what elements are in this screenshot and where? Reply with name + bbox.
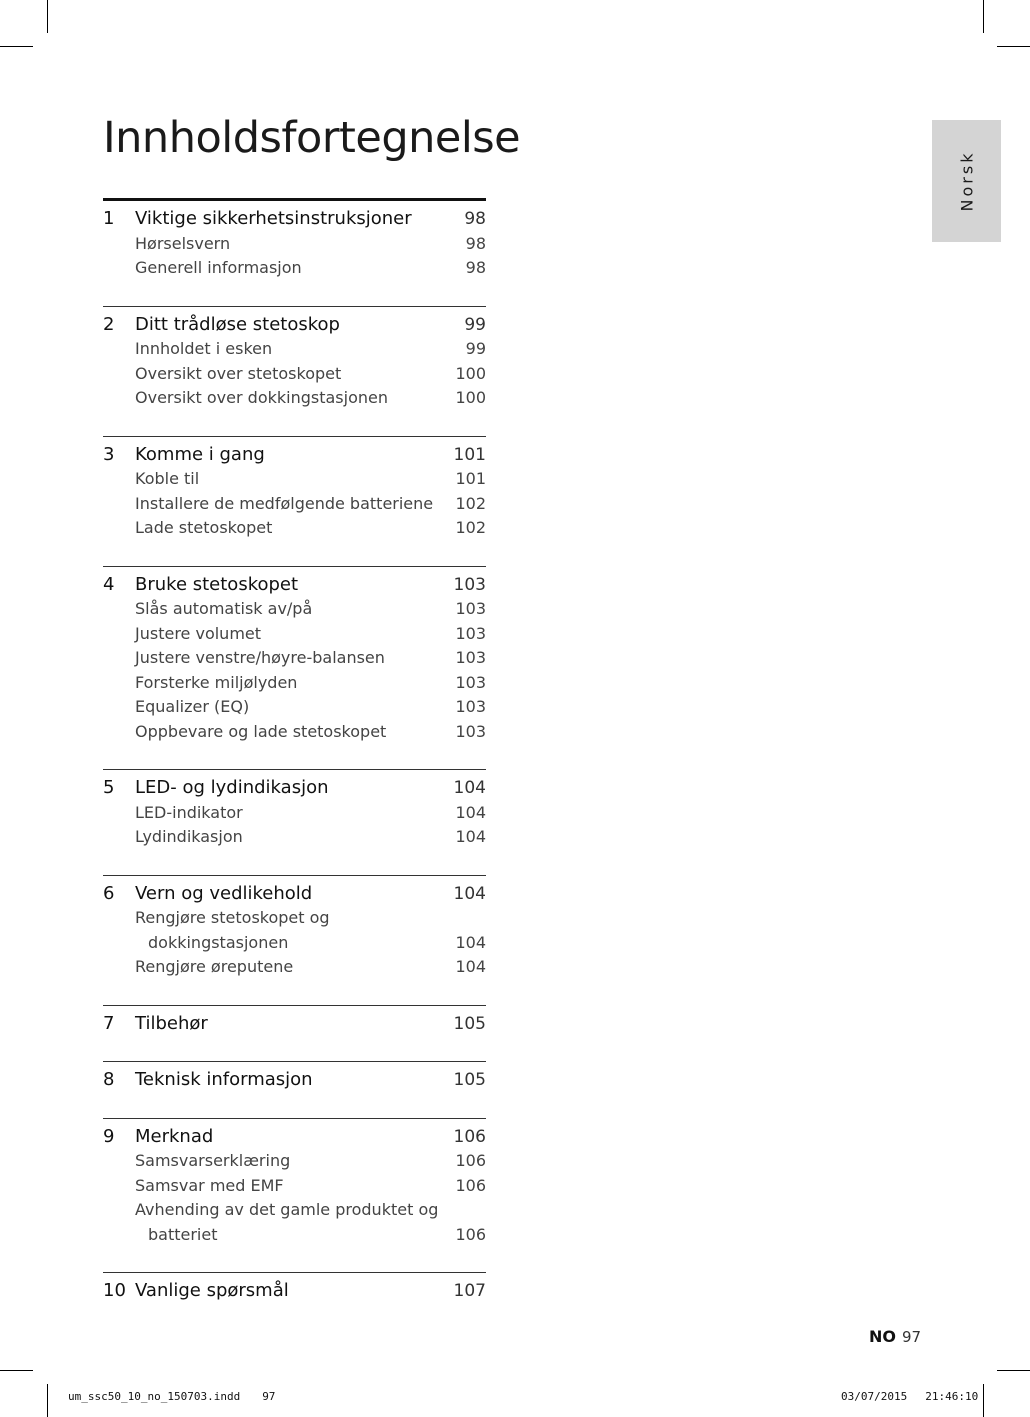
toc-chapter-title: Merknad xyxy=(135,1125,214,1147)
crop-mark xyxy=(997,1370,1030,1371)
toc-entry-page: 98 xyxy=(465,233,486,253)
toc-entry-title: Justere venstre/høyre-balansen xyxy=(135,648,385,667)
toc-entry-page: 106 xyxy=(455,1224,486,1244)
crop-mark xyxy=(0,1370,33,1371)
toc-entry-title: Samsvar med EMF xyxy=(135,1175,284,1195)
toc-chapter-page: 107 xyxy=(453,1281,486,1301)
toc-section xyxy=(103,1061,486,1118)
toc-chapter-title: Teknisk informasjon xyxy=(135,1069,313,1090)
toc-entry-page: 98 xyxy=(465,258,486,277)
toc-chapter-row[interactable] xyxy=(103,1012,486,1037)
toc-entry-title: Samsvarserklæring xyxy=(135,1151,291,1170)
crop-mark xyxy=(47,0,48,33)
toc-section xyxy=(103,436,486,566)
toc-chapter-number: 10 xyxy=(103,1280,126,1301)
toc-chapter-title: LED- og lydindikasjon xyxy=(135,777,329,798)
toc-entry-page: 100 xyxy=(455,363,486,383)
toc-entry-title: Lydindikasjon xyxy=(135,827,243,846)
toc-entry-row[interactable] xyxy=(103,622,486,647)
toc-entry-title: Rengjøre stetoskopet og xyxy=(135,908,330,927)
toc-entry-row[interactable] xyxy=(103,720,486,745)
toc-entry-page: 104 xyxy=(455,802,486,822)
toc-chapter-row[interactable] xyxy=(103,313,486,338)
print-slug-file xyxy=(68,1389,275,1405)
toc-entry-row[interactable] xyxy=(103,337,486,362)
toc-entry-title: Avhending av det gamle produktet og xyxy=(135,1200,439,1219)
toc-entry-title: Rengjøre øreputene xyxy=(135,957,294,976)
toc-chapter-page: 105 xyxy=(453,1013,486,1034)
toc-section xyxy=(103,566,486,770)
toc-chapter-title: Vanlige spørsmål xyxy=(135,1280,289,1301)
toc-entry-title: Oversikt over stetoskopet xyxy=(135,363,342,383)
toc-entry-page: 103 xyxy=(455,599,486,618)
toc-entry-page: 103 xyxy=(455,721,486,741)
crop-mark xyxy=(983,1384,984,1417)
toc-chapter-number: 1 xyxy=(103,208,115,229)
toc-section xyxy=(103,875,486,1005)
crop-mark xyxy=(983,0,984,33)
footer-language-code: NO xyxy=(869,1327,896,1346)
toc-entry-page: 106 xyxy=(455,1151,486,1170)
toc-entry-row[interactable] xyxy=(103,492,486,517)
toc-chapter-page: 105 xyxy=(453,1070,486,1090)
toc-entry-title: Justere volumet xyxy=(135,623,262,643)
toc-entry-page: 104 xyxy=(455,957,486,976)
toc-section xyxy=(103,306,486,436)
toc-chapter-row[interactable] xyxy=(103,1125,486,1150)
toc-entry-title: Hørselsvern xyxy=(135,233,231,253)
toc-entry-row[interactable] xyxy=(103,646,486,671)
toc-chapter-row[interactable] xyxy=(103,776,486,801)
toc-entry-row[interactable] xyxy=(103,1174,486,1199)
toc-chapter-row[interactable] xyxy=(103,1279,486,1304)
toc-chapter-row[interactable] xyxy=(103,882,486,907)
toc-section xyxy=(103,1118,486,1273)
toc-chapter-title: Tilbehør xyxy=(135,1012,208,1034)
slug-page: 97 xyxy=(262,1390,276,1403)
toc-entry-row[interactable] xyxy=(103,362,486,387)
toc-entry-row[interactable] xyxy=(103,955,486,980)
toc-entry-title: Oppbevare og lade stetoskopet xyxy=(135,721,387,741)
slug-time: 21:46:10 xyxy=(925,1390,979,1403)
toc-entry-row[interactable] xyxy=(103,386,486,411)
toc-entry-row[interactable] xyxy=(103,232,486,257)
toc-entry-row[interactable] xyxy=(103,597,486,622)
toc-chapter-page: 104 xyxy=(453,778,486,798)
toc-entry-row[interactable] xyxy=(103,256,486,281)
toc-chapter-number: 4 xyxy=(103,573,115,595)
crop-mark xyxy=(0,46,33,47)
toc-chapter-row[interactable] xyxy=(103,573,486,598)
toc-entry-page: 102 xyxy=(455,493,486,513)
toc-entry-title: dokkingstasjonen xyxy=(148,932,289,952)
toc-entry-row[interactable] xyxy=(103,825,486,850)
toc-entry-row[interactable] xyxy=(103,906,486,931)
toc-entry-title: Forsterke miljølyden xyxy=(135,672,298,692)
toc-entry-page: 103 xyxy=(455,672,486,692)
toc-entry-row[interactable] xyxy=(103,1149,486,1174)
toc-entry-title: Koble til xyxy=(135,469,200,488)
toc-entry-row[interactable] xyxy=(103,931,486,956)
toc-chapter-number: 3 xyxy=(103,443,115,465)
toc-chapter-page: 106 xyxy=(453,1126,486,1147)
toc-entry-title: Innholdet i esken xyxy=(135,339,273,358)
toc-entry-title: Equalizer (EQ) xyxy=(135,697,250,716)
toc-chapter-number: 7 xyxy=(103,1012,115,1034)
toc-entry-title: Lade stetoskopet xyxy=(135,518,273,537)
toc-entry-page: 103 xyxy=(455,648,486,667)
toc-chapter-number: 2 xyxy=(103,313,115,335)
toc-entry-page: 102 xyxy=(455,518,486,537)
toc-chapter-number: 6 xyxy=(103,882,115,904)
toc-chapter-number: 5 xyxy=(103,777,115,798)
toc-chapter-page: 103 xyxy=(453,574,486,595)
toc-chapter-number: 8 xyxy=(103,1069,115,1090)
toc-chapter-title: Viktige sikkerhetsinstruksjoner xyxy=(135,208,412,229)
toc-entry-page: 103 xyxy=(455,623,486,643)
slug-date: 03/07/2015 xyxy=(841,1390,908,1403)
table-of-contents xyxy=(103,198,486,1329)
toc-chapter-page: 98 xyxy=(464,209,486,229)
toc-section xyxy=(103,1005,486,1062)
toc-section xyxy=(103,1272,486,1329)
language-tab xyxy=(932,120,1001,242)
toc-entry-title: Generell informasjon xyxy=(135,258,302,277)
toc-entry-title: batteriet xyxy=(148,1224,218,1244)
language-tab-label: Norsk xyxy=(957,150,976,212)
toc-entry-title: Installere de medfølgende batteriene xyxy=(135,493,434,513)
print-slug-date xyxy=(841,1389,978,1405)
toc-entry-row[interactable] xyxy=(103,801,486,826)
toc-chapter-row[interactable] xyxy=(103,1068,486,1093)
toc-chapter-title: Ditt trådløse stetoskop xyxy=(135,313,340,335)
toc-chapter-number: 9 xyxy=(103,1125,115,1147)
crop-mark xyxy=(997,46,1030,47)
toc-chapter-page: 101 xyxy=(453,444,486,465)
toc-entry-page: 99 xyxy=(465,339,486,358)
toc-entry-page: 104 xyxy=(455,827,486,846)
toc-entry-row[interactable] xyxy=(103,516,486,541)
toc-entry-title: Slås automatisk av/på xyxy=(135,599,313,618)
slug-filename: um_ssc50_10_no_150703.indd xyxy=(68,1390,241,1403)
toc-entry-title: LED-indikator xyxy=(135,802,243,822)
toc-chapter-row[interactable] xyxy=(103,443,486,468)
toc-entry-page: 100 xyxy=(455,388,486,407)
toc-chapter-page: 99 xyxy=(464,314,486,335)
toc-entry-page: 103 xyxy=(455,697,486,716)
toc-entry-title: Oversikt over dokkingstasjonen xyxy=(135,388,388,407)
toc-chapter-row[interactable] xyxy=(103,207,486,232)
toc-section xyxy=(103,769,486,875)
toc-entry-row[interactable] xyxy=(103,1223,486,1248)
toc-chapter-title: Bruke stetoskopet xyxy=(135,573,299,595)
crop-mark xyxy=(47,1384,48,1417)
toc-entry-row[interactable] xyxy=(103,695,486,720)
toc-chapter-title: Vern og vedlikehold xyxy=(135,882,313,904)
toc-entry-row[interactable] xyxy=(103,671,486,696)
footer-page-number: 97 xyxy=(902,1328,922,1346)
toc-entry-page: 101 xyxy=(455,469,486,488)
toc-entry-row[interactable] xyxy=(103,467,486,492)
page-footer xyxy=(869,1326,921,1348)
toc-chapter-title: Komme i gang xyxy=(135,443,265,465)
toc-entry-page: 106 xyxy=(455,1175,486,1195)
toc-section xyxy=(103,198,486,306)
toc-entry-page: 104 xyxy=(455,932,486,952)
toc-chapter-page: 104 xyxy=(453,883,486,904)
toc-entry-row[interactable] xyxy=(103,1198,486,1223)
page-title: Innholdsfortegnelse xyxy=(103,113,521,163)
